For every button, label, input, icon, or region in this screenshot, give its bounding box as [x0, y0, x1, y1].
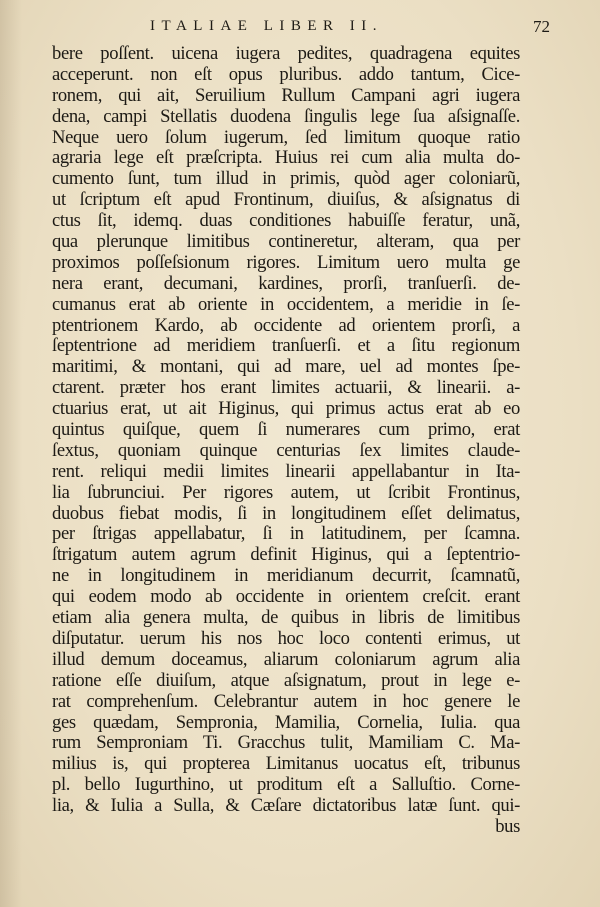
- text-line: nera erant, decumani, kardines, prorſi, tranſuerſi. de-: [52, 272, 520, 294]
- text-line: qui eodem modo ab occidente in orientem creſcit. erant: [52, 586, 520, 608]
- text-line: ronem, qui ait, Seruilium Rullum Campani agri iugera: [52, 84, 520, 106]
- text-line: ſeptentrione ad meridiem tranſuerſi. et a ſitu regionum: [52, 335, 520, 357]
- text-line: duobus fiebat modis, ſi in longitudinem eſſet delimatus,: [52, 502, 520, 524]
- running-head: [150, 18, 550, 42]
- text-line: ctus ſit, idemq. duas conditiones habuiſſe feratur, unã,: [52, 210, 520, 232]
- text-line: bere poſſent. uicena iugera pedites, quadragena equites: [52, 43, 520, 64]
- text-line: ſextus, quoniam quinque centurias ſex limites claude-: [52, 439, 520, 461]
- page-number: 72: [533, 17, 550, 36]
- text-line: qua plerunque limitibus contineretur, alteram, qua per: [52, 231, 520, 253]
- text-line: ctarent. præter hos erant limites actuarii, & linearii. a-: [52, 377, 520, 399]
- text-line: per ſtrigas appellabatur, ſi in latitudinem, per ſcamna.: [52, 523, 520, 545]
- text-line: proximos poſſeſsionum rigores. Limitum uero multa ge: [52, 251, 520, 273]
- text-line: rat comprehenſum. Celebrantur autem in hoc genere le: [52, 690, 520, 712]
- text-line: pl. bello Iugurthino, ut proditum eſt a Salluſtio. Corne-: [52, 774, 520, 796]
- text-line: agraria lege eſt præſcripta. Huius rei cum alia multa do-: [52, 147, 520, 169]
- text-line: ratione eſſe diuiſum, atque aſsignatum, prout in lege e-: [52, 669, 520, 691]
- text-line: rent. reliqui medii limites linearii appellabantur in Ita-: [52, 460, 520, 482]
- text-line: illud demum doceamus, aliarum coloniarum agrum alia: [52, 648, 520, 670]
- text-line: milius is, qui propterea Limitanus uocatus eſt, tribunus: [52, 753, 520, 775]
- text-line: cumento ſunt, tum illud in primis, quòd ager coloniarũ,: [52, 168, 520, 190]
- text-line: ctuarius erat, ut ait Higinus, qui primus actus erat ab eo: [52, 398, 520, 420]
- text-line: ut ſcriptum eſt apud Frontinum, diuiſus, & aſsignatus di: [52, 189, 520, 211]
- text-line: bus: [495, 815, 520, 837]
- text-line: acceperunt. non eſt opus pluribus. addo tantum, Cice-: [52, 63, 520, 85]
- text-line: cumanus erat ab oriente in occidentem, a meridie in ſe-: [52, 293, 520, 315]
- text-line: ges quædam, Sempronia, Mamilia, Cornelia, Iulia. qua: [52, 711, 520, 733]
- running-title: ITALIAE LIBER II.: [150, 18, 384, 34]
- text-line: quintus quiſque, quem ſi numerares cum primo, erat: [52, 419, 520, 441]
- text-line: lia ſubrunciui. Per rigores autem, ut ſcribit Frontinus,: [52, 481, 520, 503]
- text-line: dena, campi Stellatis duodena ſingulis lege ſua aſsignaſſe.: [52, 105, 520, 127]
- text-line: ptentrionem Kardo, ab occidente ad orientem prorſi, a: [52, 314, 520, 336]
- text-line: maritimi, & montani, qui ad mare, uel ad montes ſpe-: [52, 356, 520, 378]
- text-line: ne in longitudinem in meridianum decurrit, ſcamnatũ,: [52, 565, 520, 587]
- text-line: rum Semproniam Ti. Gracchus tulit, Mamiliam C. Ma-: [52, 732, 520, 754]
- text-line: lia, & Iulia a Sulla, & Cæſare dictatoribus latæ ſunt. qui-: [52, 795, 520, 817]
- text-line: Neque uero ſolum iugerum, ſed limitum quoque ratio: [52, 126, 520, 148]
- text-line: ſtrigatum autem agrum definit Higinus, qui a ſeptentrio-: [52, 544, 520, 566]
- text-line: diſputatur. uerum his nos hoc loco contenti erimus, ut: [52, 627, 520, 649]
- text-line: etiam alia genera multa, de quibus in libris de limitibus: [52, 607, 520, 629]
- body-text: [52, 44, 520, 838]
